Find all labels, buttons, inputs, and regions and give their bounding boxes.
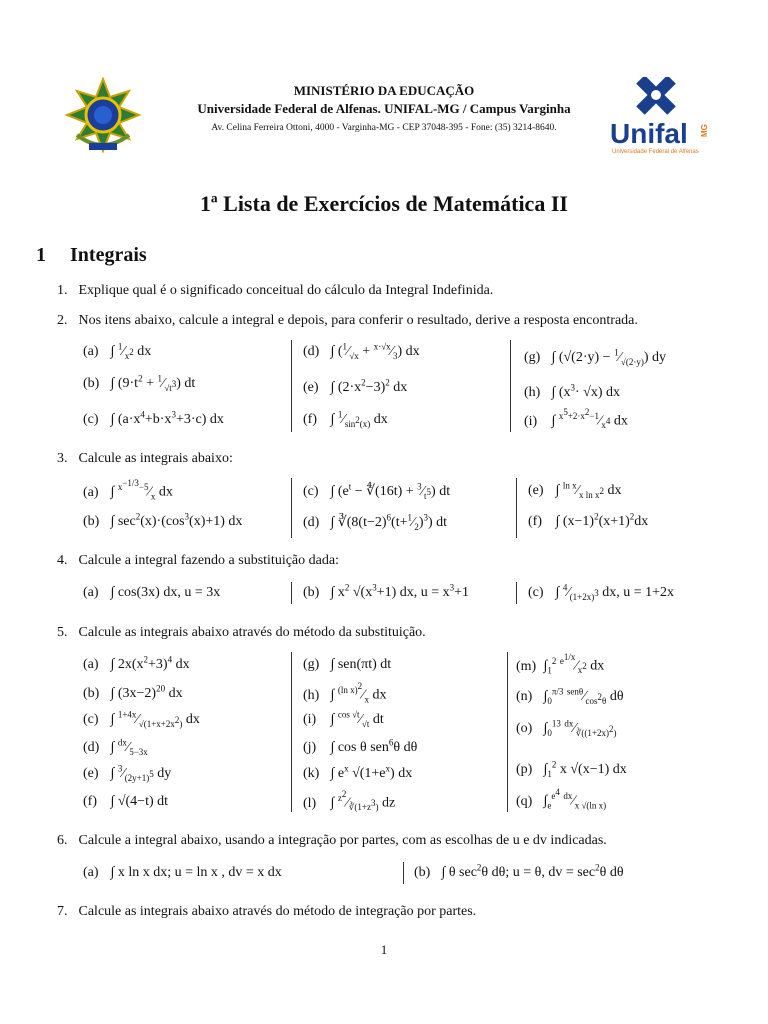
exercise-5q: (q) $\int_e^{e^4}$ $^{dx}⁄_{x √(ln x)}$ [516,787,607,811]
header-address: Av. Celina Ferreira Ottoni, 4000 - Varginha-MG - CEP 37048-395 - Fone: (35) 3214-8640. [211,123,557,133]
exercise-5l: (l) ∫ $^{z^2}⁄_{∛(1+z^3)}$ dz [303,789,396,813]
question-6: 6. Calcule a integral abaixo, usando a integração por partes, com as escolhas de u e dv indicadas. [57,833,607,848]
exercise-5g: (g) ∫ sen(πt) dt [303,657,392,672]
exercise-5d: (d) ∫ $^{dx}⁄_{5-3x}$ [83,737,148,757]
exercise-2c: (c) ∫ $(a\cdot x^4+b\cdot x^3+3\cdot c)$ dx [83,409,224,427]
question-7: 7. Calcule as integrais abaixo através do método de integração por partes. [57,904,477,919]
column-divider [507,652,508,812]
column-divider [510,340,511,432]
exercise-5n: (n) $\int_0^{\pi/3}$ $^{sen\theta}⁄_{cos^2\theta}$ dθ [516,686,624,706]
exercise-3a: (a) ∫ $^{x^{-1/3}-5}⁄_x$ dx [83,478,173,502]
exercise-5b: (b) ∫ $(3x-2)^{20}$ dx [83,683,183,701]
exercise-3d: (d) ∫ $∛(8(t-2)^6(t+^1⁄_2)^3)$ dt [303,512,448,532]
question-4: 4. Calcule a integral fazendo a substituição dada: [57,553,339,568]
column-divider [291,652,292,812]
question-2: 2. Nos itens abaixo, calcule a integral e depois, para conferir o resultado, derive a resposta encontrada. [57,313,638,328]
question-1: 1. Explique qual é o significado conceitual do cálculo da Integral Indefinida. [57,283,494,298]
exercise-5a: (a) ∫ $2x(x^2+3)^4$ dx [83,654,190,672]
exercise-6a: (a) ∫ x ln x dx; u = ln x , dv = x dx [83,865,282,880]
exercise-5k: (k) ∫ $e^x$ $√(1+e^x)$ dx [303,763,413,781]
exercise-4b: (b) ∫ $x^2$ $√(x^3+1)$ dx, $u = x^3+1$ [303,582,470,600]
question-5: 5. Calcule as integrais abaixo através do método da substituição. [57,625,426,640]
column-divider [516,478,517,538]
exercise-5h: (h) ∫ $^{(ln x)^2}⁄_x$ dx [303,681,387,705]
exercise-2a: (a) ∫ $^1⁄_{x^2}$ dx [83,341,152,361]
svg-text:Universidade Federal de Alfena: Universidade Federal de Alfenas [612,149,699,155]
exercise-3c: (c) ∫ ($e^t$ − ∜(16t) + $^3⁄_{t^5}$) dt [303,481,451,501]
page-number: 1 [380,942,388,957]
exercise-5i: (i) ∫ $^{cos √t}⁄_{√t}$ dt [303,709,384,729]
exercise-2d: (d) ∫ ($^1⁄_{√x}$ + $^{x\cdot√x}⁄_3$) dx [303,341,420,361]
svg-text:MG: MG [700,124,709,137]
exercise-6b: (b) ∫ θ $\sec^2\theta$ dθ; u = θ, dv = $\sec^2\theta$ dθ [414,862,624,880]
exercise-5j: (j) ∫ cos θ sen$^6$θ dθ [303,737,418,755]
exercise-2i: (i) ∫ $^{x^5+2\cdot x^2-1}⁄_{x^4}$ dx [524,407,628,431]
exercise-5e: (e) ∫ $^3⁄_{(2y+1)^5}$ dy [83,763,172,783]
exercise-3e: (e) ∫ $^{ln x}⁄_{x ln x^2}$ dx [528,480,622,500]
column-divider [291,582,292,604]
column-divider [291,340,292,432]
exercise-2f: (f) ∫ $^1⁄_{sin^2(x)}$ dx [303,409,388,429]
column-divider [516,582,517,604]
exercise-5f: (f) ∫ √(4−t) dt [83,794,169,809]
exercise-5o: (o) $\int_0^{13}$ $^{dx}⁄_{∛((1+2x)^2)}$ [516,718,617,738]
column-divider [291,478,292,538]
exercise-5p: (p) $\int_1^2$ x √(x−1) dx [516,759,627,779]
exercise-5c: (c) ∫ $^{1+4x}⁄_{√(1+x+2x^2)}$ dx [83,709,200,729]
exercise-2g: (g) ∫ $(√(2\cdot y) - ^1⁄_{√(2\cdot y)})$ dy [524,347,667,367]
exercise-4a: (a) ∫ cos(3x) dx, u = 3x [83,585,221,600]
svg-text:Unifal: Unifal [610,118,688,149]
unifal-logo [608,77,718,157]
exercise-2h: (h) ∫ $(x^3\cdot √x)$ dx [524,382,621,400]
exercise-4c: (c) ∫ $^4⁄_{(1+2x)^3}$ dx, u = 1+2x [528,582,675,602]
exercise-5m: (m) $\int_1^2$ $^{e^{1/x}}⁄_{x^2}$ dx [516,652,605,676]
exercise-3b: (b) ∫ $\sec^2(x)\cdot(\cos^3(x)+1)$ dx [83,511,243,529]
exercise-3f: (f) ∫ $(x-1)^2(x+1)^2dx$ [528,511,649,529]
document-title: 1ª Lista de Exercícios de Matemática II [200,191,568,216]
column-divider [403,862,404,884]
exercise-2b: (b) ∫ ($9\cdot t^2$ + $^1⁄_{√t^3}$) dt [83,373,196,393]
question-3: 3. Calcule as integrais abaixo: [57,451,233,466]
header-ministry: MINISTÉRIO DA EDUCAÇÃO [293,83,475,98]
exercise-2e: (e) ∫ $(2\cdot x^2-3)^2$ dx [303,377,408,395]
header-university: Universidade Federal de Alfenas. UNIFAL-MG / Campus Varginha [197,101,571,116]
section-heading: 1 Integrais [36,244,147,266]
